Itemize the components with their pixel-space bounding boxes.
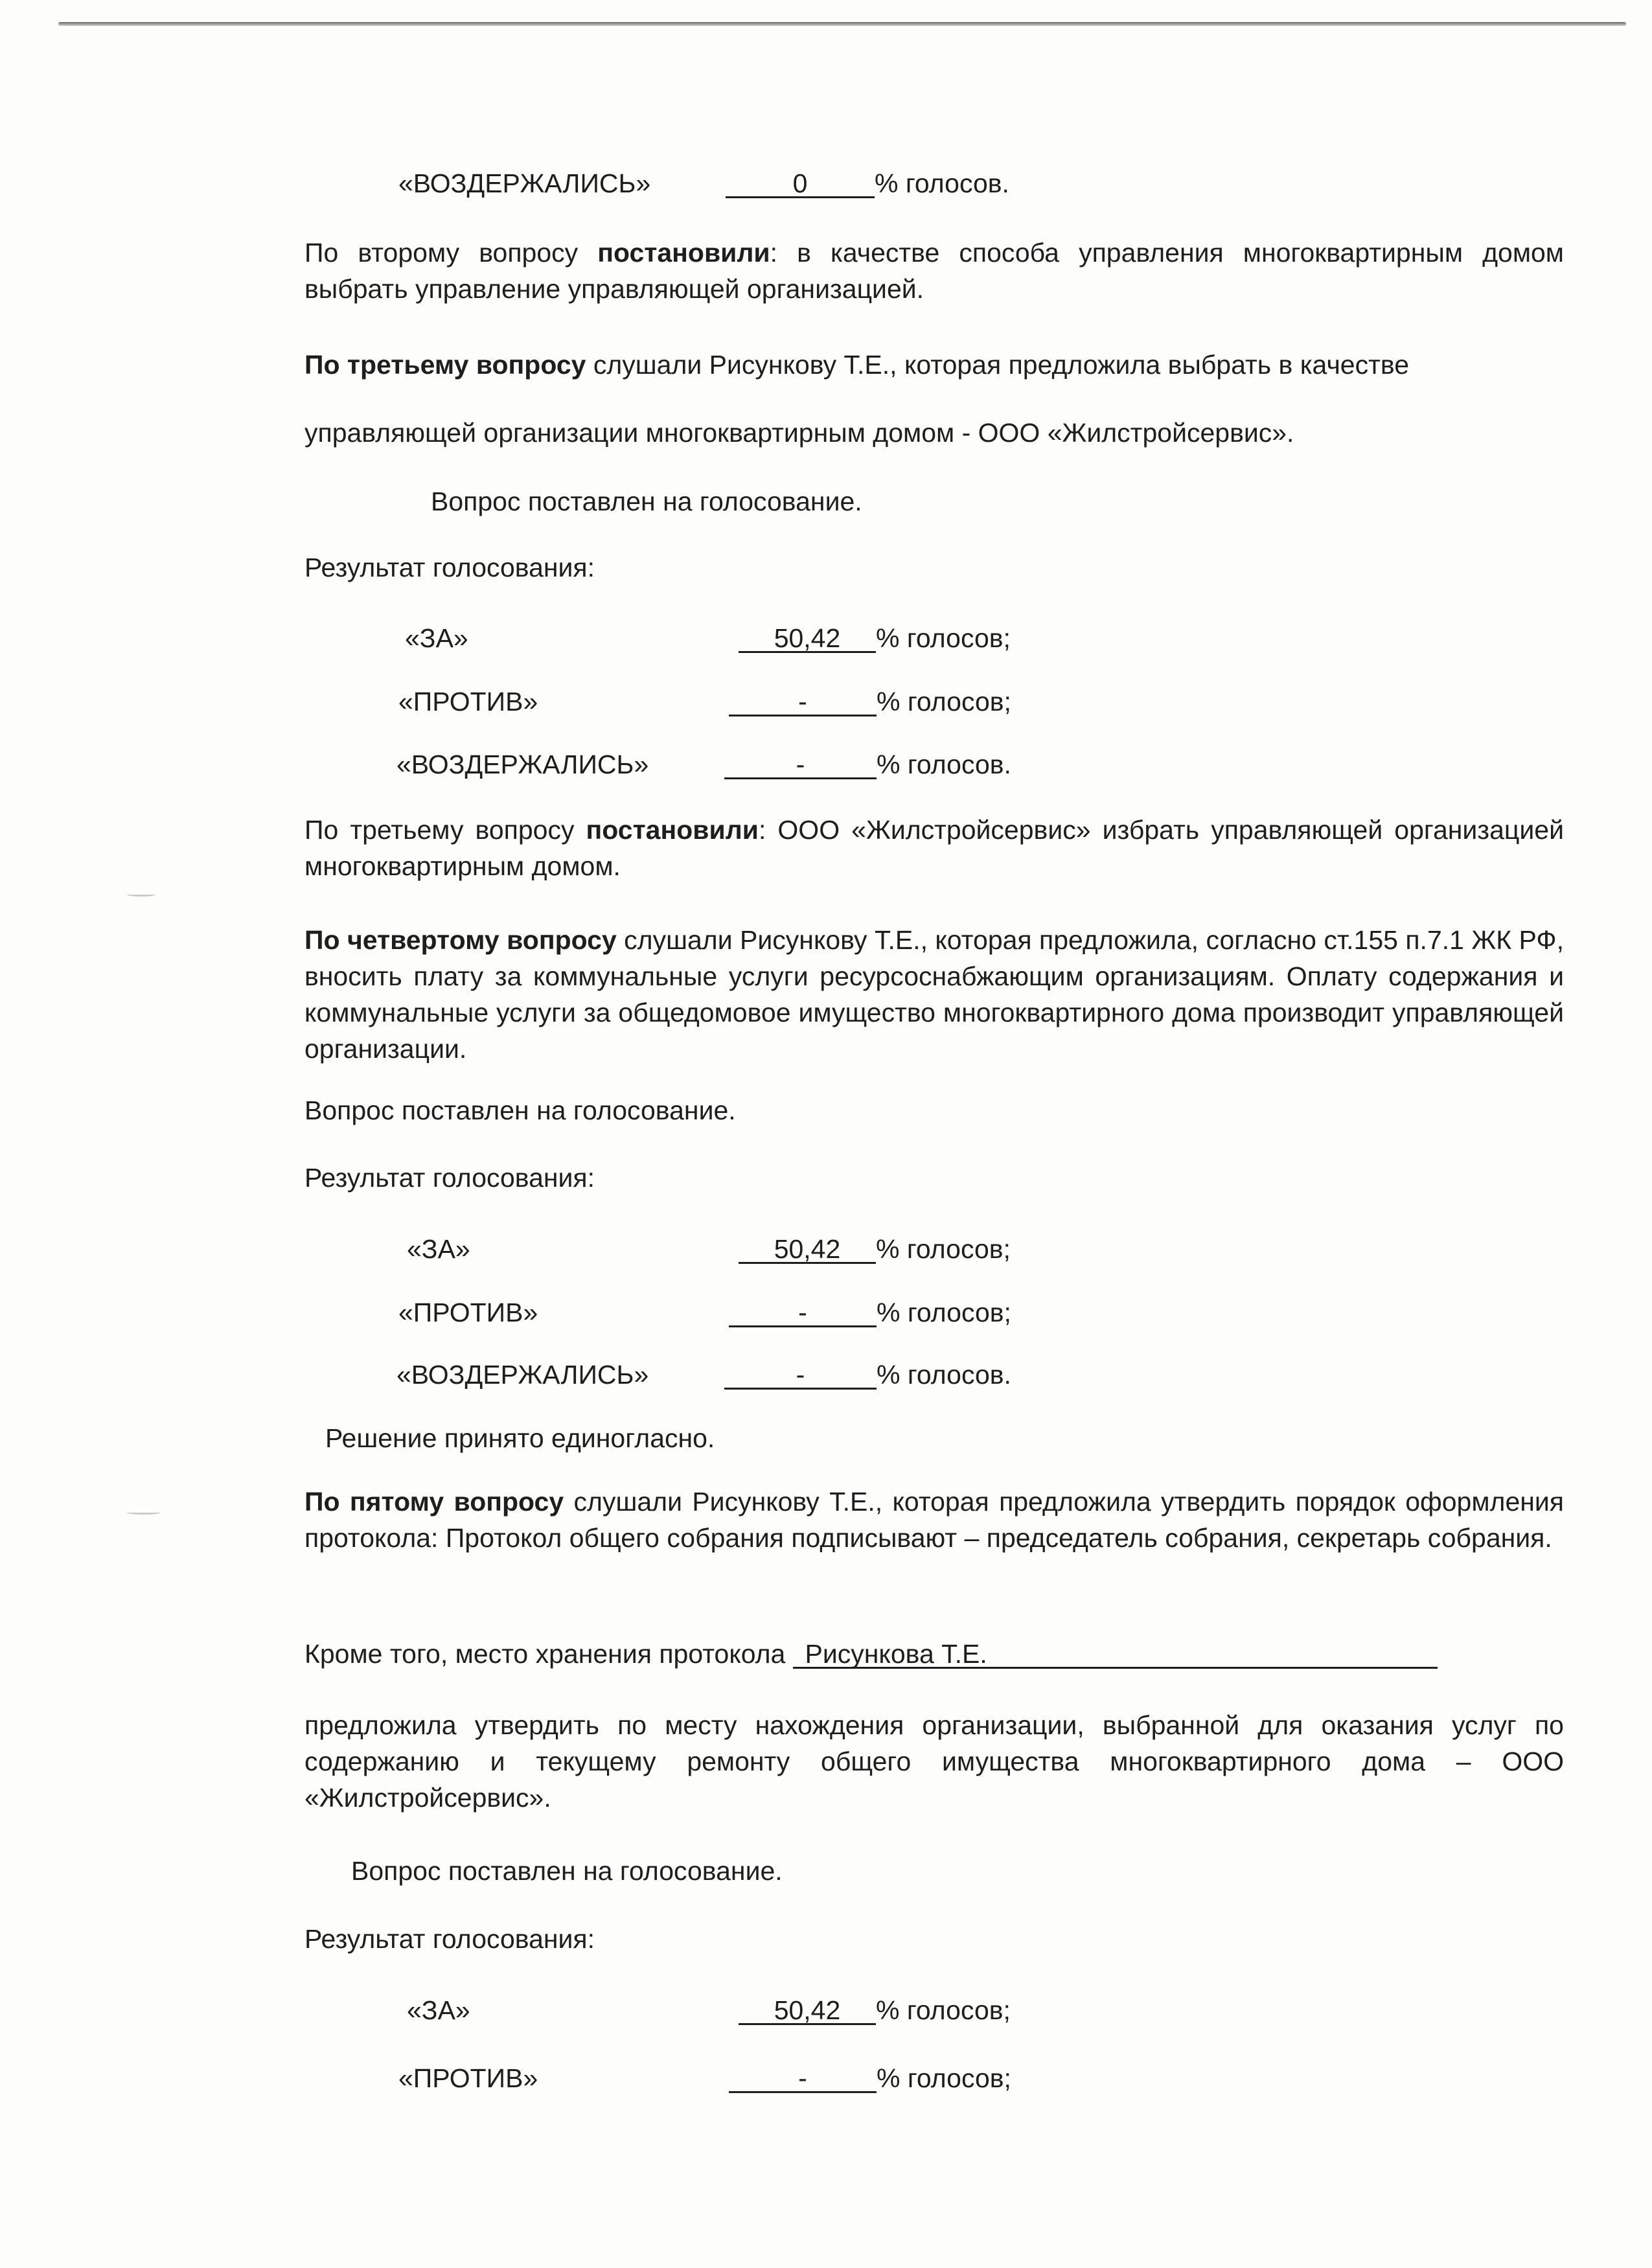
vote-label: «ВОЗДЕРЖАЛИСЬ» (398, 168, 651, 198)
q2-decision-paragraph: По второму вопросу постановили: в качестве способа управления многоквартирным домом выбрать управление управляющей организацией. (304, 238, 1564, 304)
vote-suffix: % голосов; (876, 623, 1011, 653)
q5-put-to-vote: Вопрос поставлен на голосование. (351, 1856, 783, 1886)
q3-heard-line2: управляющей организации многоквартирным домом - ООО «Жилстройсервис». (304, 418, 1294, 448)
vote-label: «ВОЗДЕРЖАЛИСЬ» (396, 1360, 649, 1390)
q4-put-to-vote: Вопрос поставлен на голосование. (304, 1095, 736, 1125)
q5-storage-value: Рисункова Т.Е. (805, 1639, 987, 1669)
vote-suffix: % голосов; (876, 1995, 1011, 2025)
vote-label: «ПРОТИВ» (398, 1298, 538, 1327)
vote-value: 50,42 (739, 1997, 876, 2025)
vote-value: - (729, 1300, 877, 1327)
scan-mark (127, 893, 155, 897)
vote-suffix: % голосов. (877, 1360, 1011, 1390)
vote-suffix: % голосов. (877, 750, 1011, 779)
vote-value: - (729, 689, 877, 716)
q5-result-heading: Результат голосования: (304, 1924, 595, 1954)
vote-suffix: % голосов; (877, 2063, 1011, 2093)
vote-label: «ВОЗДЕРЖАЛИСЬ» (396, 750, 649, 779)
q3-put-to-vote: Вопрос поставлен на голосование. (431, 487, 862, 516)
q5-storage-paragraph: предложила утвердить по месту нахождения организации, выбранной для оказания услуг по содержанию и текущему ремонту общего имущества многоквартирного дома – ООО «Жилстройсервис». (304, 1710, 1564, 1813)
vote-value: - (729, 2065, 877, 2093)
vote-label: «ЗА» (407, 1234, 470, 1264)
vote-label: «ПРОТИВ» (398, 687, 538, 716)
vote-value: 50,42 (739, 625, 876, 653)
q5-heard-paragraph: По пятому вопросу слушали Рисункову Т.Е., которая предложила утвердить порядок оформления протокола: Протокол общего собрания подписывают – председатель собрания, секретарь собрания. (304, 1487, 1564, 1553)
q4-result-heading: Результат голосования: (304, 1163, 595, 1193)
vote-suffix: % голосов; (877, 687, 1011, 716)
vote-label: «ЗА» (407, 1995, 470, 2025)
scan-edge-line (58, 22, 1626, 26)
vote-label: «ПРОТИВ» (398, 2063, 538, 2093)
vote-suffix: % голосов; (877, 1298, 1011, 1327)
q4-unanimous-note: Решение принято единогласно. (325, 1423, 715, 1453)
vote-value: 50,42 (739, 1236, 876, 1264)
vote-value: - (724, 1362, 877, 1390)
q3-result-heading: Результат голосования: (304, 553, 595, 582)
q3-heard-line1: По третьему вопросу слушали Рисункову Т.Е., которая предложила выбрать в качестве (304, 350, 1410, 380)
vote-label: «ЗА» (405, 623, 468, 653)
q5-storage-line (304, 1636, 1438, 1672)
vote-suffix: % голосов; (876, 1234, 1011, 1264)
q5-storage-label: Кроме того, место хранения протокола (304, 1639, 793, 1669)
q4-heard-paragraph: По четвертому вопросу слушали Рисункову Т.Е., которая предложила, согласно ст.155 п.7.1 ЖК РФ, вносить плату за коммунальные услуги ресурсоснабжающим организациям. Оплату содержания и коммунальные услуги за общедомовое имущество многоквартирного дома производит управляющей организации. (304, 925, 1564, 1064)
vote-value: - (724, 751, 877, 779)
vote-value: 0 (726, 170, 875, 198)
scan-mark (127, 1511, 161, 1515)
vote-suffix: % голосов. (875, 168, 1009, 198)
q5-storage-value-field (793, 1641, 1438, 1669)
q3-decision-paragraph: По третьему вопросу постановили: ООО «Жилстройсервис» избрать управляющей организацией многоквартирным домом. (304, 815, 1565, 881)
